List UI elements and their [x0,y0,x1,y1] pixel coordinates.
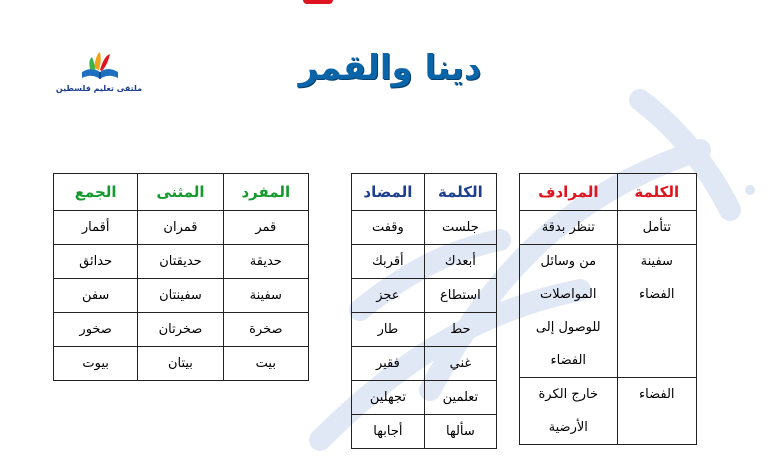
singular-cell: بيت [223,347,308,381]
opposite-cell: عجز [352,279,425,313]
opposite-cell: تجهلين [352,381,425,415]
word-cell: تعلمين [424,381,496,415]
synonym-line: الأرضية [548,420,588,435]
word-cell: حط [424,313,496,347]
word-cell: أبعدك [424,245,496,279]
number-forms-table [53,173,309,381]
synonyms-table [519,173,697,445]
table-row [352,415,497,449]
opposite-cell: طار [352,313,425,347]
word-line: سفينة [640,254,673,269]
dual-cell: بيتان [138,347,223,381]
site-logo [52,48,146,98]
table-header-row [520,174,697,211]
opposite-cell: أجابها [352,415,425,449]
synonym-cell [520,245,618,378]
synonym-line: المواصلات [540,287,597,302]
dual-cell: حديقتان [138,245,223,279]
word-line: الفضاء [639,287,675,302]
table-row [54,313,309,347]
singular-cell: حديقة [223,245,308,279]
column-header-singular: المفرد [223,174,308,211]
table-header-row [352,174,497,211]
table-row [352,211,497,245]
top-accent-strip [0,0,780,6]
table-row [520,378,697,445]
table-row [520,211,697,245]
plural-cell: صخور [54,313,138,347]
word-cell: تتأمل [617,211,696,245]
column-header-opposite: المضاد [352,174,425,211]
synonym-line: من وسائل [540,254,597,269]
synonym-line: للوصول إلى [535,320,601,335]
plural-cell: بيوت [54,347,138,381]
synonym-cell [520,378,618,445]
opposite-cell: فقير [352,347,425,381]
column-header-dual: المثنى [138,174,223,211]
column-header-word: الكلمة [617,174,696,211]
table-row [54,347,309,381]
page-title: دينا والقمر [298,48,482,88]
top-accent-mark [303,0,333,4]
dual-cell: صخرتان [138,313,223,347]
dual-cell: قمران [138,211,223,245]
plural-cell: سفن [54,279,138,313]
word-cell [617,245,696,378]
table-row [352,279,497,313]
column-header-plural: الجمع [54,174,138,211]
word-line: الفضاء [639,387,675,402]
table-row [352,245,497,279]
dual-cell: سفينتان [138,279,223,313]
word-cell: جلست [424,211,496,245]
plural-cell: أقمار [54,211,138,245]
word-cell: سألها [424,415,496,449]
synonym-cell: تنظر بدقة [520,211,618,245]
table-header-row [54,174,309,211]
plural-cell: حدائق [54,245,138,279]
singular-cell: صخرة [223,313,308,347]
synonym-line: الفضاء [550,353,587,368]
word-cell: استطاع [424,279,496,313]
book-logo-icon [80,48,120,84]
table-row [352,347,497,381]
table-row [54,245,309,279]
table-row [352,381,497,415]
synonym-line: خارج الكرة [538,387,599,402]
singular-cell: قمر [223,211,308,245]
singular-cell: سفينة [223,279,308,313]
logo-text: ملتقى تعليم فلسطين [55,84,143,93]
column-header-synonym: المرادف [520,174,618,211]
table-row [54,279,309,313]
word-cell: غني [424,347,496,381]
table-row [54,211,309,245]
column-header-word: الكلمة [424,174,496,211]
word-cell [617,378,696,445]
table-row [520,245,697,378]
opposite-cell: وقفت [352,211,425,245]
opposites-table [351,173,497,449]
table-row [352,313,497,347]
opposite-cell: أقربك [352,245,425,279]
